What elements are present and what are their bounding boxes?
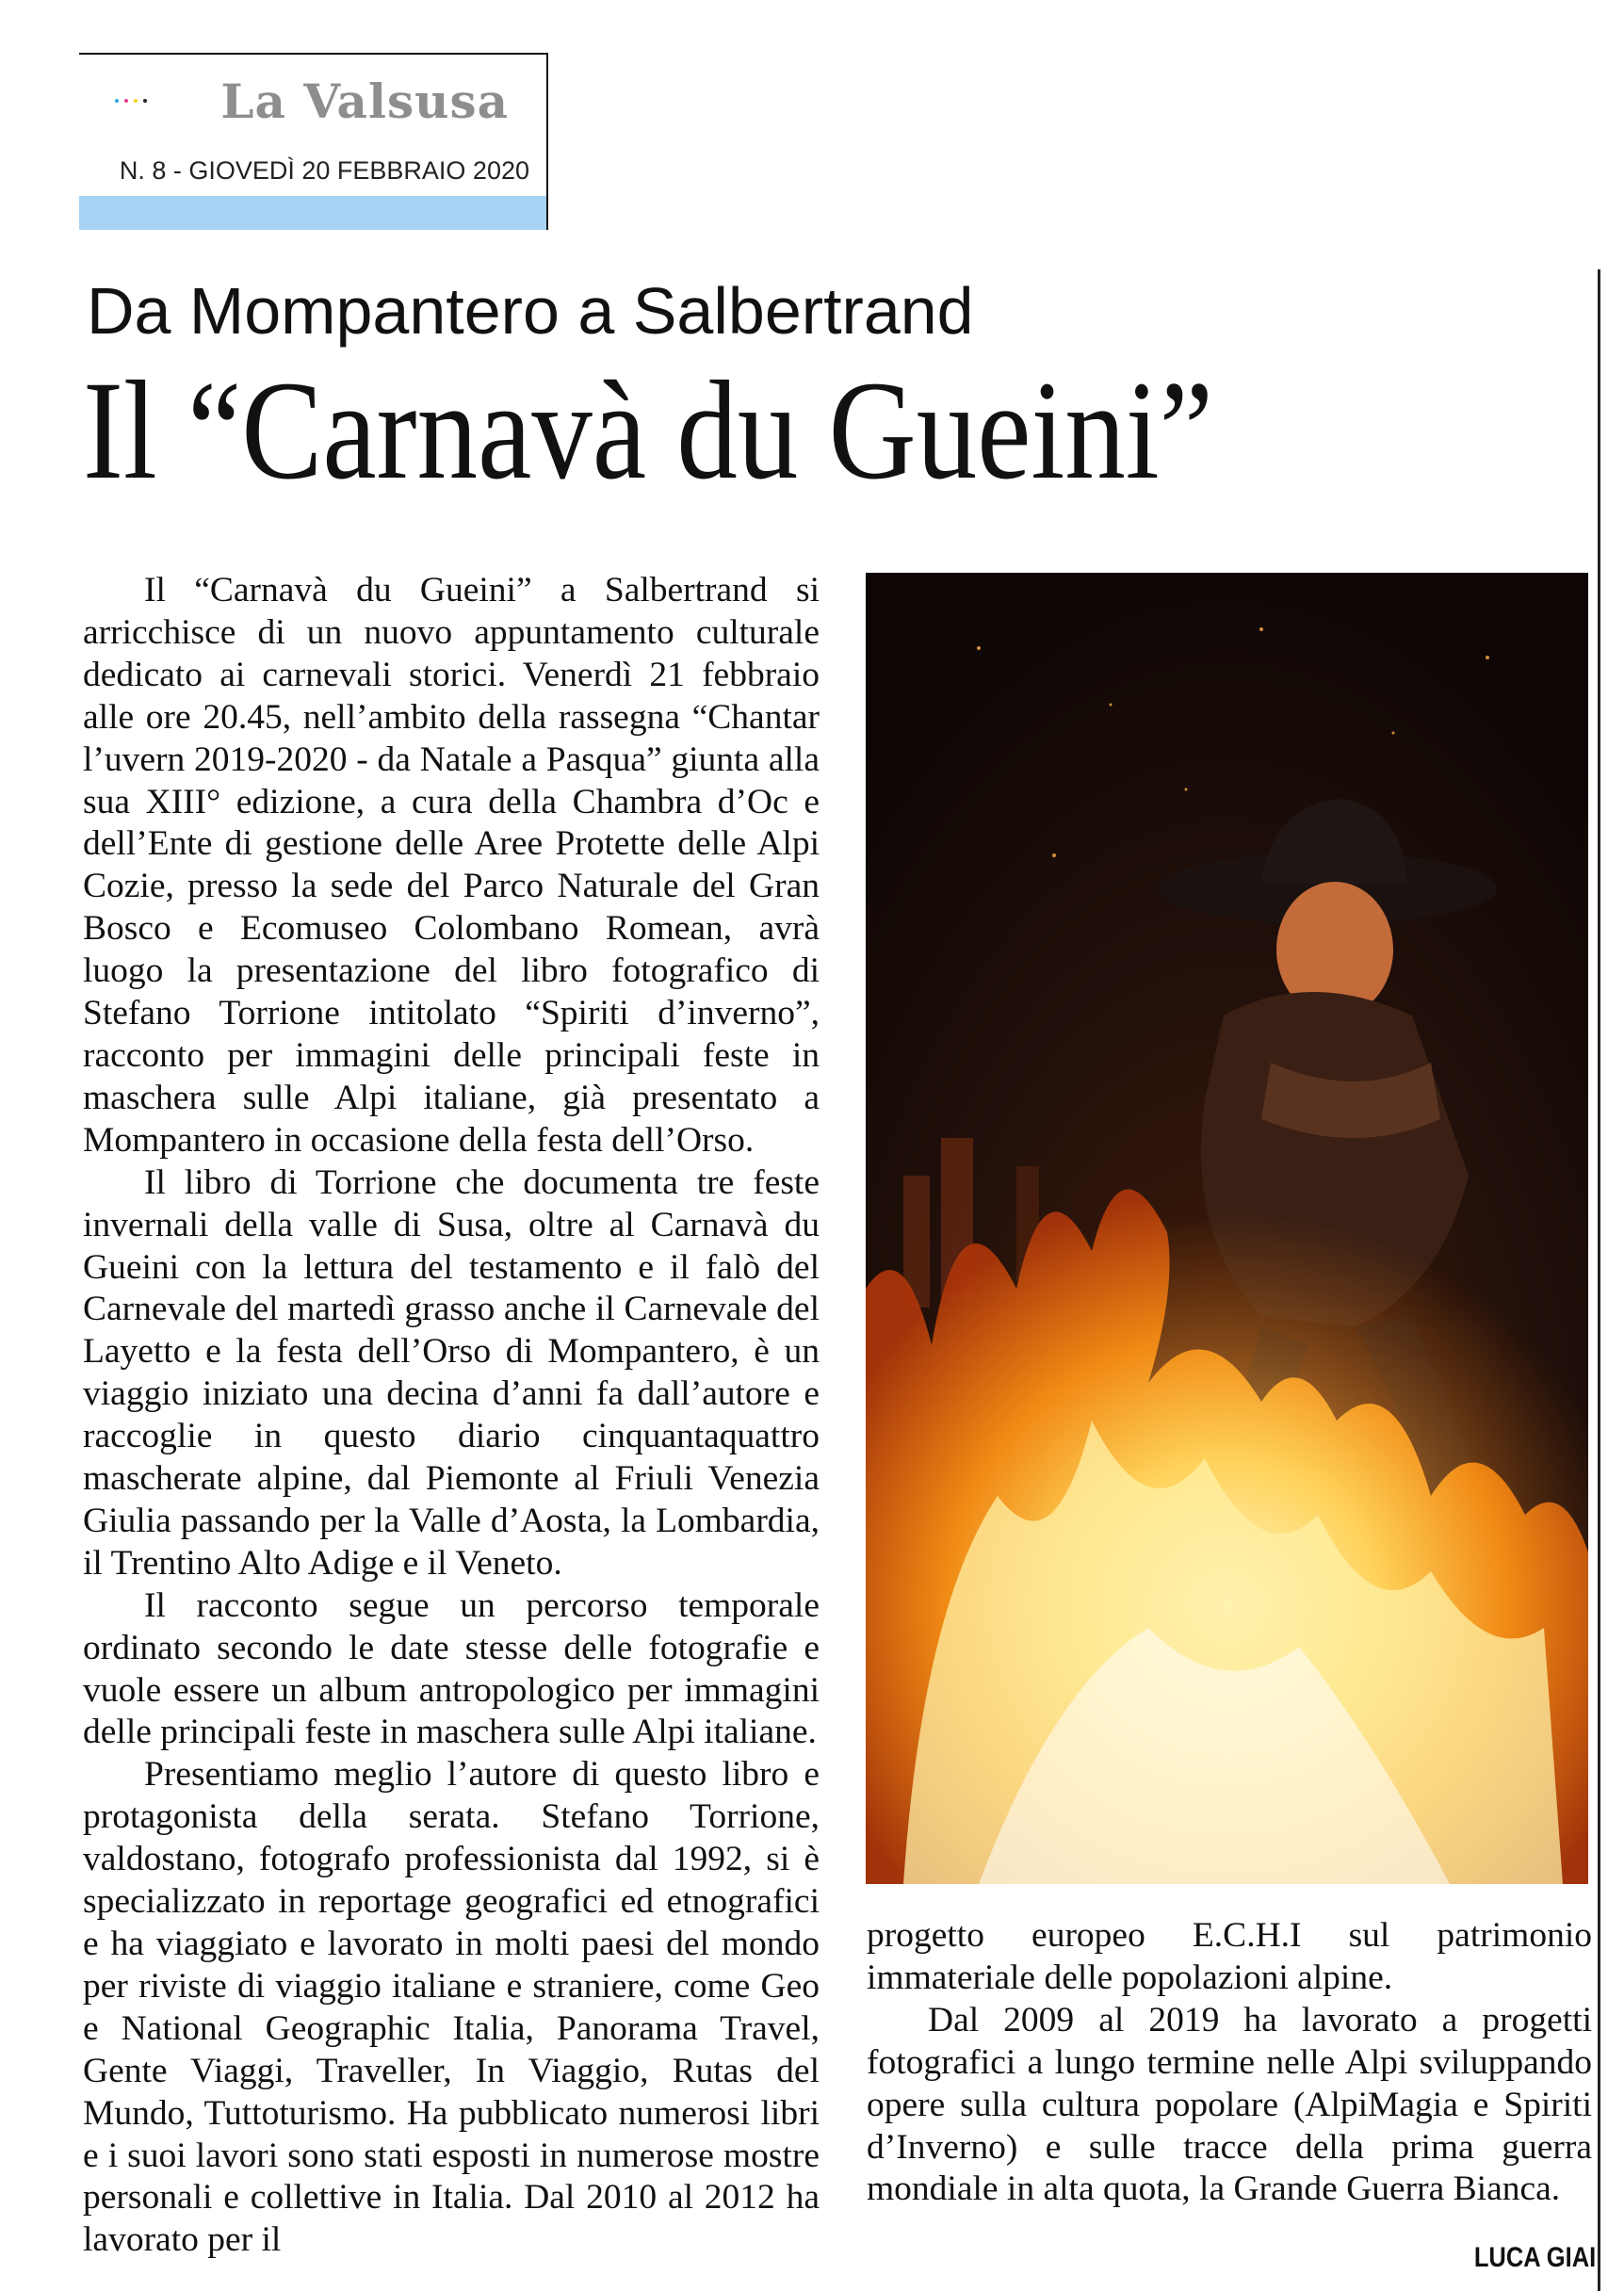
- byline: LUCA GIAI: [1473, 2242, 1596, 2273]
- article-kicker: Da Mompantero a Salbertrand: [87, 274, 974, 348]
- fire-jump-photo: [866, 573, 1588, 1884]
- article-right-column: [867, 1915, 1592, 2211]
- masthead: [79, 53, 548, 230]
- paragraph-4: Presentiamo meglio l’autore di questo libro e protagonista della serata. Stefano Torrione, valdostano, fotografo professionista dal 1992, si è specializzato in reportage geografici ed etnografici e ha viaggiato e lavorato in molti paesi del mondo per riviste di viaggio italiane e straniere, come Geo e National Geographic Italia, Panorama Travel, Gente Viaggi, Traveller, In Viaggio, Rutas del Mundo, Tuttoturismo. Ha pubblicato numerosi libri e i suoi lavori sono stati esposti in numerose mostre personali e collettive in Italia. Dal 2010 al 2012 ha lavorato per il: [83, 1755, 820, 2260]
- paragraph-1: Il “Carnavà du Gueini” a Salbertrand si arricchisce di un nuovo appuntamento culturale dedicato ai carnevali storici. Venerdì 21 febbraio alle ore 20.45, nell’ambito della rassegna “Chantar l’uvern 2019-2020 - da Natale a Pasqua” giunta alla sua XIII° edizione, a cura della Chambra d’Oc e dell’Ente di gestione delle Aree Protette delle Alpi Cozie, presso la sede del Parco Naturale del Gran Bosco e Ecomuseo Colombano Romean, avrà luogo la presentazione del libro fotografico di Stefano Torrione intitolato “Spiriti d’inverno”, racconto per immagini delle principali feste in maschera sulle Alpi italiane, già presentato a Mompantero in occasione della festa dell’Orso.: [83, 571, 820, 1160]
- article-headline: Il “Carnavà du Gueini”: [83, 352, 1213, 509]
- issue-line: N. 8 - GIOVEDÌ 20 FEBBRAIO 2020: [119, 156, 529, 185]
- page-edge-rule: [1598, 269, 1600, 2291]
- article-left-column: [83, 570, 820, 2262]
- paragraph-2: Il libro di Torrione che documenta tre feste invernali della valle di Susa, oltre al Carnavà du Gueini con la lettura del testamento e il falò del Carnevale del martedì grasso anche il Carnevale del Layetto e la festa dell’Orso di Mompantero, è un viaggio iniziato una decina d’anni fa dall’autore e raccoglie in questo diario cinquantaquattro mascherate alpine, dal Piemonte al Friuli Venezia Giulia passando per la Valle d’Aosta, la Lombardia, il Trentino Alto Adige e il Veneto.: [83, 1162, 820, 1583]
- paragraph-4-continued: progetto europeo E.C.H.I sul patrimonio immateriale delle popolazioni alpine.: [867, 1916, 1592, 1997]
- masthead-color-band: [79, 196, 546, 230]
- color-register-dots: [115, 90, 153, 98]
- paragraph-5: Dal 2009 al 2019 ha lavorato a progetti fotografici a lungo termine nelle Alpi sviluppando opere sulla cultura popolare (AlpiMagia e Spiriti d’Inverno) e sulle tracce della prima guerra mondiale in alta quota, la Grande Guerra Bianca.: [867, 2000, 1592, 2209]
- paragraph-3: Il racconto segue un percorso temporale ordinato secondo le date stesse delle fotografie e vuole essere un album antropologico per immagini delle principali feste in maschera sulle Alpi italiane.: [83, 1585, 820, 1752]
- article-photo: [866, 573, 1588, 1884]
- newspaper-logo: La Valsusa: [220, 73, 509, 129]
